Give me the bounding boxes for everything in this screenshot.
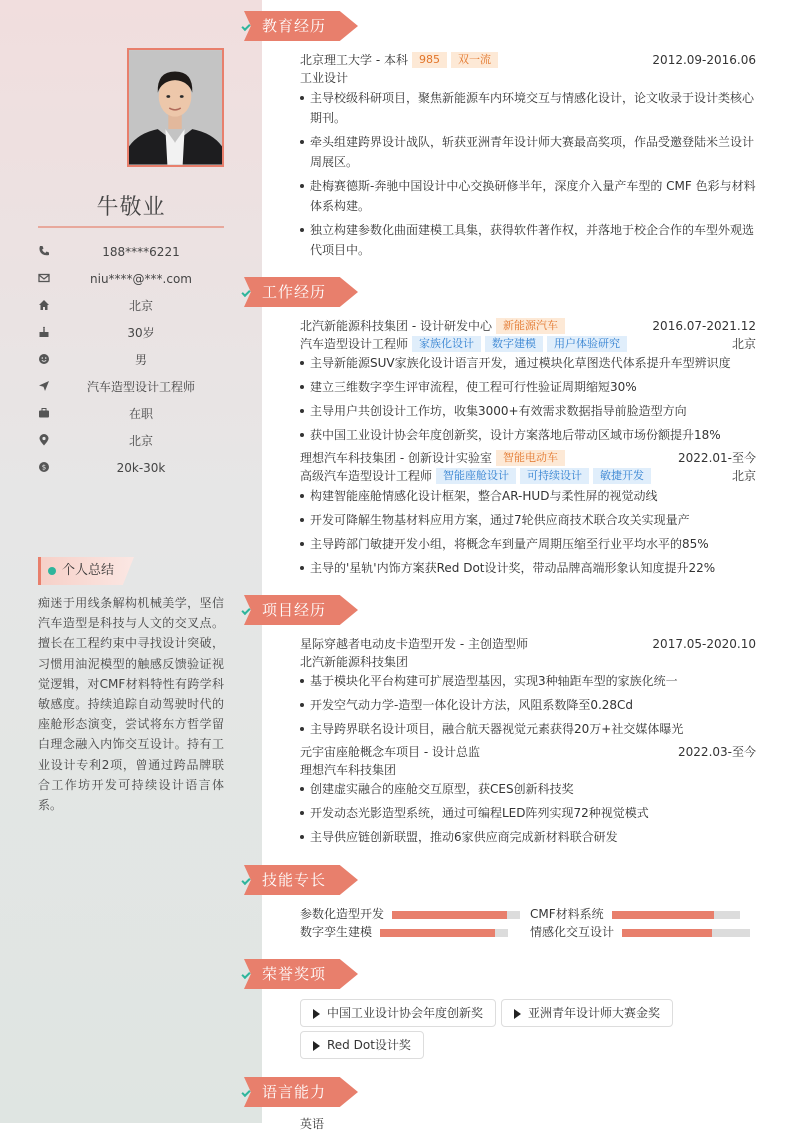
info-home: 北京 <box>38 297 224 315</box>
sidebar <box>0 0 262 1123</box>
candidate-name: 牛敬业 <box>96 195 166 220</box>
info-status: 在职 <box>38 405 224 423</box>
name-divider <box>38 226 224 228</box>
work-position-row <box>300 335 756 353</box>
info-location: 北京 <box>38 432 224 450</box>
project-bullet: 开发空气动力学-造型一体化设计方法，风阻系数降至0.28Cd <box>300 695 756 715</box>
project-bullet: 主导供应链创新联盟，推动6家供应商完成新材料联合研发 <box>300 827 756 847</box>
industry-tag: 智能电动车 <box>496 450 565 466</box>
info-age: 30岁 <box>38 324 224 342</box>
school-tag: 985 <box>412 52 447 68</box>
education-date: 2012.09-2016.06 <box>652 53 756 67</box>
skill-item: 参数化造型开发 <box>300 905 520 923</box>
work-bullet: 主导的'星轨'内饰方案获Red Dot设计奖，带动品牌高端形象认知度提升22% <box>300 558 756 578</box>
summary-text: 痴迷于用线条解构机械美学，坚信汽车造型是科技与人文的交叉点。擅长在工程约束中寻找设计突破，习惯用油泥模型的触感反馈验证视觉逻辑，对CMF材料特性有跨学科敏感度。持续追踪自动驾驶时代的座舱形态演变，尝试将东方哲学留白理念融入内饰交互设计。持有工业设计专利2项，曾通过跨品牌联合工作坊开发可持续设计语言体系。 <box>38 596 224 813</box>
award-item: Red Dot设计奖 <box>300 1031 424 1059</box>
work-city: 北京 <box>731 337 756 351</box>
work-bullet: 构建智能座舱情感化设计框架，整合AR-HUD与柔性屏的视觉动线 <box>300 486 756 506</box>
play-triangle-icon <box>313 1009 320 1019</box>
section-work-heading: 工作经历 <box>244 277 358 307</box>
skill-tag: 用户体验研究 <box>547 336 627 352</box>
education-bullet: 独立构建参数化曲面建模工具集，获得软件著作权，并落地于校企合作的车型外观选代项目中。 <box>300 220 756 260</box>
info-gender: 男 <box>38 351 224 369</box>
project-bullet: 创建虚实融合的座舱交互原型，获CES创新科技奖 <box>300 779 756 799</box>
project-title-row <box>300 635 756 653</box>
gender-icon <box>38 353 50 365</box>
industry-tag: 新能源汽车 <box>496 318 565 334</box>
salary-icon <box>38 461 50 473</box>
location-icon <box>38 434 50 446</box>
section-language-heading: 语言能力 <box>244 1077 358 1107</box>
skill-level-bar <box>622 929 750 937</box>
position-title: 高级汽车造型设计工程师 <box>300 469 433 483</box>
work-bullet: 主导跨部门敏捷开发小组，将概念车到量产周期压缩至行业平均水平的85% <box>300 534 756 554</box>
project-date: 2022.03-至今 <box>678 745 756 759</box>
position-title: 汽车造型设计工程师 <box>300 337 409 351</box>
section-awards-heading: 荣誉奖项 <box>244 959 358 989</box>
work-bullet: 主导新能源SUV家族化设计语言开发，通过模块化草图迭代体系提升车型辨识度 <box>300 353 756 373</box>
portrait-image <box>129 50 222 165</box>
section-project-heading: 项目经历 <box>244 595 358 625</box>
skill-level-bar <box>392 911 520 919</box>
work-date: 2022.01-至今 <box>678 451 756 465</box>
skill-item: CMF材料系统 <box>530 905 740 923</box>
send-icon <box>38 380 50 392</box>
profile-photo <box>127 48 224 167</box>
award-item: 中国工业设计协会年度创新奖 <box>300 999 496 1027</box>
language-item: 英语 <box>300 1117 325 1131</box>
project-name: 星际穿越者电动皮卡造型开发 - 主创造型师 <box>300 637 528 651</box>
work-bullet: 获中国工业设计协会年度创新奖，设计方案落地后带动区域市场份额提升18% <box>300 425 756 445</box>
summary-heading: 个人总结 <box>38 557 134 585</box>
play-triangle-icon <box>313 1041 320 1051</box>
work-company-row <box>300 317 756 335</box>
svg-text:$: $ <box>41 463 47 472</box>
work-bullet: 开发可降解生物基材料应用方案，通过7轮供应商技术联合攻关实现量产 <box>300 510 756 530</box>
skill-item: 情感化交互设计 <box>530 923 750 941</box>
briefcase-icon <box>38 407 50 419</box>
section-skills-heading: 技能专长 <box>244 865 358 895</box>
work-date: 2016.07-2021.12 <box>652 319 756 333</box>
info-position: 汽车造型设计工程师 <box>38 378 224 396</box>
skill-tag: 可持续设计 <box>520 468 589 484</box>
education-bullet: 赴梅赛德斯-奔驰中国设计中心交换研修半年，深度介入量产车型的 CMF 色彩与材料体系构建。 <box>300 176 756 216</box>
work-company-row <box>300 449 756 467</box>
project-org: 北汽新能源科技集团 <box>300 655 409 669</box>
phone-icon <box>38 245 50 257</box>
project-org: 理想汽车科技集团 <box>300 763 397 777</box>
project-bullet: 主导跨界联名设计项目，融合航天器视觉元素获得20万+社交媒体曝光 <box>300 719 756 739</box>
school-name: 北京理工大学 - 本科 <box>300 53 408 67</box>
skill-tag: 智能座舱设计 <box>436 468 516 484</box>
work-bullet: 主导用户共创设计工作坊，收集3000+有效需求数据指导前脸造型方向 <box>300 401 756 421</box>
birthday-cake-icon <box>38 326 50 338</box>
award-item: 亚洲青年设计师大赛金奖 <box>501 999 673 1027</box>
play-triangle-icon <box>514 1009 521 1019</box>
project-bullet: 基于模块化平台构建可扩展造型基因，实现3种轴距车型的家族化统一 <box>300 671 756 691</box>
school-tag: 双一流 <box>451 52 498 68</box>
project-name: 元宇宙座舱概念车项目 - 设计总监 <box>300 745 480 759</box>
work-position-row <box>300 467 756 485</box>
section-education-heading: 教育经历 <box>244 11 358 41</box>
company-name: 理想汽车科技集团 - 创新设计实验室 <box>300 451 492 465</box>
skill-level-bar <box>612 911 740 919</box>
info-phone: 188****6221 <box>38 243 224 261</box>
work-bullet: 建立三维数字孪生评审流程，使工程可行性验证周期缩短30% <box>300 377 756 397</box>
education-bullet: 主导校级科研项目，聚焦新能源车内环境交互与情感化设计，论文收录于设计类核心期刊。 <box>300 88 756 128</box>
education-major: 工业设计 <box>300 71 349 85</box>
bullet-dot-icon <box>48 567 56 575</box>
project-date: 2017.05-2020.10 <box>652 637 756 651</box>
work-city: 北京 <box>731 469 756 483</box>
info-salary: $ 20k-30k <box>38 459 224 477</box>
skill-tag: 数字建模 <box>485 336 543 352</box>
education-bullet: 牵头组建跨界设计战队，斩获亚洲青年设计师大赛最高奖项，作品受邀登陆米兰设计周展区。 <box>300 132 756 172</box>
info-email: niu****@***.com <box>38 270 224 288</box>
skill-tag: 家族化设计 <box>412 336 481 352</box>
skill-tag: 敏捷开发 <box>593 468 651 484</box>
skill-item: 数字孪生建模 <box>300 923 508 941</box>
home-icon <box>38 299 50 311</box>
skill-level-bar <box>380 929 508 937</box>
email-icon <box>38 272 50 284</box>
company-name: 北汽新能源科技集团 - 设计研发中心 <box>300 319 492 333</box>
project-title-row <box>300 743 756 761</box>
education-school-row <box>300 51 756 69</box>
project-bullet: 开发动态光影造型系统，通过可编程LED阵列实现72种视觉模式 <box>300 803 756 823</box>
